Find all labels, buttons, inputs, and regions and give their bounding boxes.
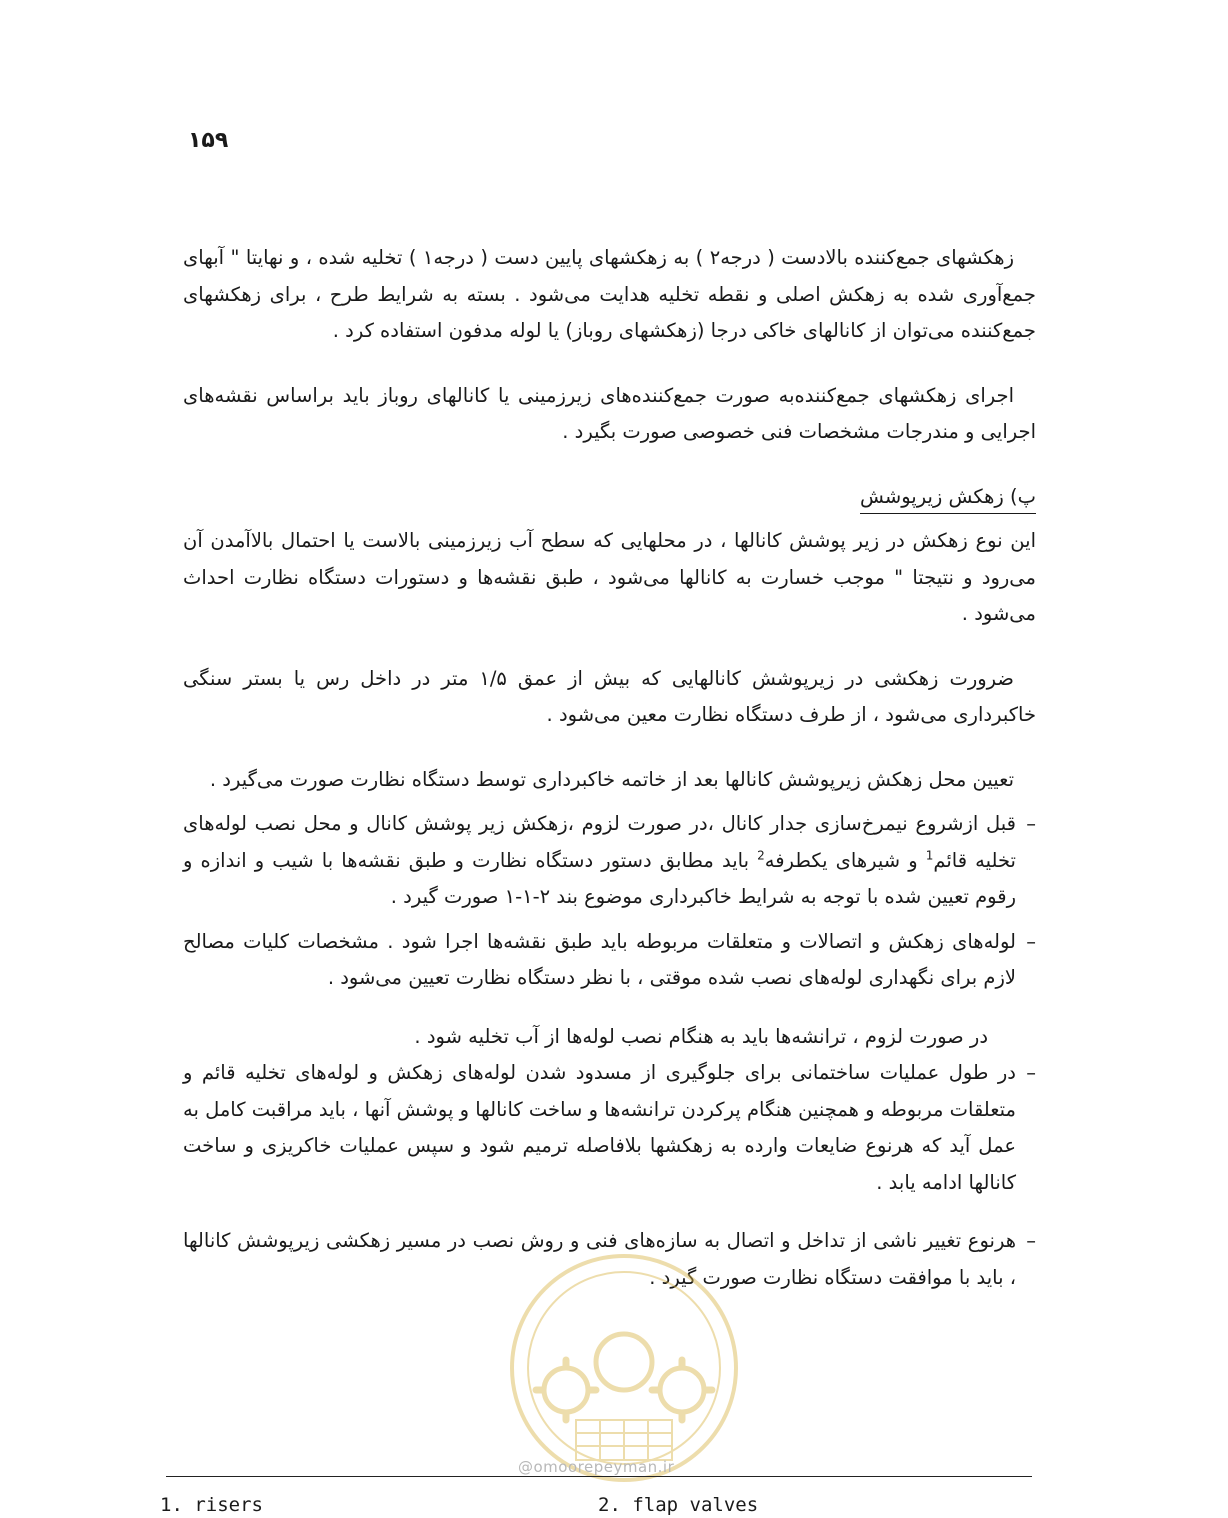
bullet-dash: – [1026, 1061, 1036, 1084]
bullet-dash: – [1026, 1229, 1036, 1252]
list-item-changes [183, 1223, 1036, 1296]
paragraph-underlining-drain: این نوع زهکش در زیر پوشش کانالها ، در محلهایی که سطح آب زیرزمینی بالاست یا احتمال بالاآمدن آن می‌رود و نتیجتا " موجب خسارت به کانالها می‌شود ، طبق نقشه‌ها و دستورات دستگاه نظارت احداث می‌شود . [183, 529, 1036, 625]
bullet-dash: – [1026, 812, 1036, 835]
list-item-construction [183, 1055, 1036, 1201]
list-item-profiling [183, 806, 1036, 916]
paragraph-trench-dewatering: در صورت لزوم ، ترانشه‌ها باید به هنگام نصب لوله‌ها از آب تخلیه شود . [414, 1024, 988, 1048]
list-item-pipes [183, 924, 1036, 997]
bullet-text: باید مطابق دستور دستگاه نظارت و طبق نقشه‌ها با شیب و اندازه و رقوم تعیین شده با توجه به شرایط خاکبرداری موضوع بند ۲-۱-۱ صورت گیرد . [183, 848, 1016, 908]
bullet-text: قبل ازشروع نیمرخ‌سازی جدار کانال ،در صورت لزوم ،زهکش زیر پوشش کانال و محل نصب لوله‌های تخلیه قائم [183, 812, 1016, 872]
footnote-2: 2. flap valves [598, 1494, 759, 1516]
page-number: ۱۵۹ [188, 128, 229, 153]
watermark-url: @omoorepeyman.ir [518, 1458, 675, 1476]
footnote-divider [166, 1476, 1032, 1477]
paragraph-drain-location: تعیین محل زهکش زیرپوشش کانالها بعد از خاتمه خاکبرداری توسط دستگاه نظارت صورت می‌گیرد . [209, 767, 1014, 791]
footnote-ref-1: 1 [925, 848, 934, 862]
footnote-ref-2: 2 [757, 848, 765, 862]
bullet-text: هرنوع تغییر ناشی از تداخل و اتصال به سازه‌های فنی و روش نصب در مسیر زهکشی زیرپوشش کانالها ، باید با موافقت دستگاه نظارت صورت گیرد . [183, 1229, 1016, 1289]
document-body [183, 240, 1036, 1296]
bullet-text: و شیرهای یکطرفه [764, 848, 926, 872]
section-heading: پ) زهکش زیرپوشش [860, 481, 1036, 514]
paragraph-drain-necessity: ضرورت زهکشی در زیرپوشش کانالهایی که بیش از عمق ۱/۵ متر در داخل رس یا بستر سنگی خاکبرداری می‌شود ، از طرف دستگاه نظارت معین می‌شود . [183, 666, 1036, 726]
bullet-dash: – [1026, 929, 1036, 953]
footnote-1: 1. risers [160, 1494, 263, 1516]
bullet-text: در طول عملیات ساختمانی برای جلوگیری از مسدود شدن لوله‌های زهکش و لوله‌های تخلیه قائم و متعلقات مربوطه و همچنین هنگام پرکردن ترانشه‌ها و ساخت کانالها و پوشش آنها ، باید مراقبت کامل به عمل آید که هرنوع ضایعات وارده به زهکشها بلافاصله ترمیم شود و سپس عملیات خاکریزی و ساخت کانالها ادامه یابد . [183, 1061, 1016, 1194]
paragraph-collectors: زهکشهای جمع‌کننده بالادست ( درجه۲ ) به زهکشهای پایین دست ( درجه۱ ) تخلیه شده ، و نهایتا " آبهای جمع‌آوری شده به زهکش اصلی و نقطه تخلیه هدایت می‌شود . بسته به شرایط طرح ، برای زهکشهای جمع‌کننده می‌توان از کانالهای خاکی درجا (زهکشهای روباز) یا لوله مدفون استفاده کرد . [183, 246, 1036, 342]
paragraph-collectors-execution: اجرای زهکشهای جمع‌کننده‌به صورت جمع‌کننده‌های زیرزمینی یا کانالهای روباز باید براساس نقشه‌های اجرایی و مندرجات مشخصات فنی خصوصی صورت بگیرد . [183, 383, 1036, 443]
bullet-text: لوله‌های زهکش و اتصالات و متعلقات مربوطه باید طبق نقشه‌ها اجرا شود . مشخصات کلیات مصالح لازم برای نگهداری لوله‌های نصب شده موقتی ، با نظر دستگاه نظارت تعیین می‌شود . [183, 929, 1016, 989]
